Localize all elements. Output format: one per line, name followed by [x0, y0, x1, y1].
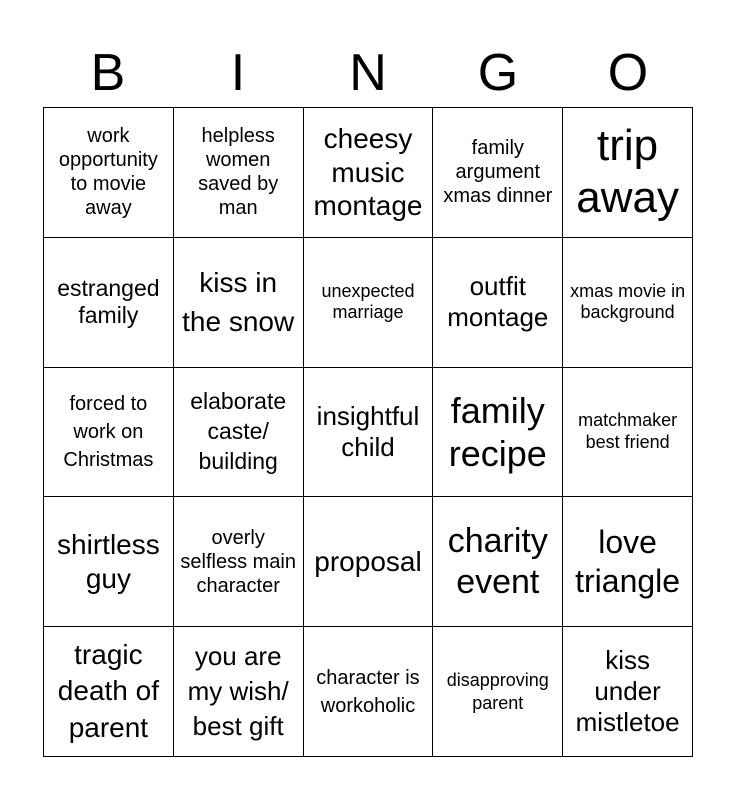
cell-text: elaborate caste/ building	[190, 388, 287, 474]
cell-text: outfit montage	[447, 271, 549, 333]
cell-text: family recipe	[448, 389, 547, 474]
cell-text: you are my wish/ best gift	[187, 641, 289, 741]
bingo-cell[interactable]	[44, 368, 174, 498]
bingo-grid	[43, 107, 693, 757]
bingo-cell[interactable]	[563, 368, 693, 498]
bingo-cell[interactable]	[433, 238, 563, 368]
cell-text: overly selfless main character	[180, 526, 296, 597]
bingo-cell[interactable]	[44, 497, 174, 627]
cell-text: kiss under mistletoe	[575, 644, 680, 738]
header-letter-g: G	[477, 44, 519, 102]
bingo-cell[interactable]	[304, 368, 434, 498]
bingo-cell[interactable]	[174, 238, 304, 368]
bingo-cell[interactable]	[44, 238, 174, 368]
cell-text: xmas movie in background	[570, 280, 686, 323]
cell-text: kiss in the snow	[182, 267, 295, 338]
cell-text: charity event	[447, 521, 548, 601]
cell-text: tragic death of parent	[57, 639, 159, 743]
cell-text: forced to work on Christmas	[63, 392, 154, 471]
cell-text: love triangle	[575, 524, 681, 599]
bingo-cell[interactable]	[44, 627, 174, 757]
cell-text: matchmaker best friend	[578, 410, 678, 452]
bingo-cell[interactable]	[563, 627, 693, 757]
cell-text: trip away	[576, 120, 679, 223]
bingo-cell[interactable]	[174, 108, 304, 238]
cell-text: estranged family	[57, 274, 160, 329]
header-letter-n: N	[349, 44, 387, 102]
header-letter-o: O	[607, 44, 649, 102]
cell-text: character is workoholic	[316, 666, 420, 717]
bingo-cell[interactable]	[304, 238, 434, 368]
bingo-cell[interactable]	[433, 627, 563, 757]
header-letter-b: B	[90, 44, 126, 102]
bingo-cell[interactable]	[304, 627, 434, 757]
bingo-cell[interactable]	[433, 108, 563, 238]
bingo-header	[43, 40, 693, 106]
bingo-cell[interactable]	[433, 497, 563, 627]
bingo-cell[interactable]	[174, 497, 304, 627]
cell-text: insightful child	[316, 400, 420, 462]
bingo-cell[interactable]	[174, 368, 304, 498]
cell-text: shirtless guy	[57, 529, 160, 594]
bingo-cell[interactable]	[433, 368, 563, 498]
header-letter-i: I	[230, 44, 246, 102]
bingo-cell[interactable]	[563, 108, 693, 238]
cell-text: helpless women saved by man	[198, 125, 279, 220]
cell-text: proposal	[314, 545, 422, 577]
cell-text: unexpected marriage	[321, 280, 415, 323]
bingo-cell[interactable]	[563, 497, 693, 627]
cell-text: work opportunity to movie away	[58, 125, 158, 220]
bingo-cell[interactable]	[174, 627, 304, 757]
bingo-cell[interactable]	[304, 497, 434, 627]
cell-text: disapproving parent	[446, 670, 549, 713]
cell-text: cheesy music montage	[313, 123, 423, 222]
bingo-cell[interactable]	[563, 238, 693, 368]
cell-text: family argument xmas dinner	[443, 137, 553, 208]
bingo-cell[interactable]	[44, 108, 174, 238]
bingo-cell[interactable]	[304, 108, 434, 238]
